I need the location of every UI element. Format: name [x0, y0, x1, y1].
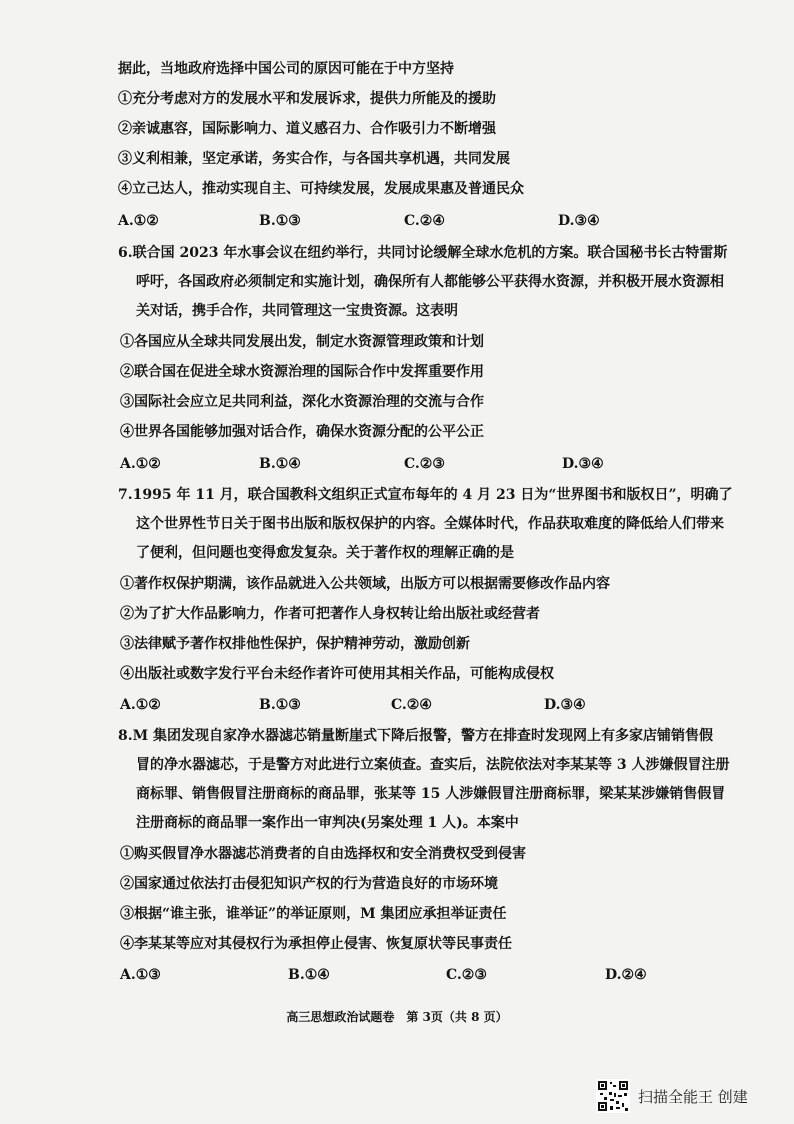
- q6-stem-line-3: 关对话，携手合作，共同管理这一宝贵资源。这表明: [136, 303, 458, 319]
- q8-option-c: C.②③: [446, 967, 487, 983]
- scanner-watermark: [596, 1076, 748, 1116]
- q8-stem-line-2: 冒的净水器滤芯，于是警方对此进行立案侦查。查实后，法院依法对李某某等 3 人涉嫌假冒注册: [136, 757, 730, 773]
- qr-code-icon: [596, 1079, 630, 1113]
- q6-option-b: B.①④: [259, 456, 301, 472]
- q8-item-3: ③根据“谁主张，谁举证”的举证原则，M 集团应承担举证责任: [120, 906, 507, 922]
- q7-option-b: B.①③: [259, 697, 301, 713]
- q6-option-d: D.③④: [562, 456, 604, 472]
- q7-item-4: ④出版社或数字发行平台未经作者许可使用其相关作品，可能构成侵权: [120, 666, 554, 682]
- q6-stem-line-2: 呼吁，各国政府必须制定和实施计划，确保所有人都能够公平获得水资源，并积极开展水资源相: [136, 274, 724, 290]
- q7-option-d: D.③④: [544, 697, 586, 713]
- q5-item-4: ④立己达人，推动实现自主、可持续发展，发展成果惠及普通民众: [118, 181, 524, 197]
- q5-item-2: ②亲诚惠容，国际影响力、道义感召力、合作吸引力不断增强: [118, 121, 496, 137]
- q8-stem-line-1: 8.M 集团发现自家净水器滤芯销量断崖式下降后报警，警方在排查时发现网上有多家店铺销售假: [118, 728, 713, 744]
- q7-item-2: ②为了扩大作品影响力，作者可把著作人身权转让给出版社或经营者: [120, 606, 540, 622]
- q5-option-a: A.①②: [118, 213, 159, 229]
- q8-option-b: B.①④: [288, 967, 330, 983]
- q7-stem-line-3: 了便利，但问题也变得愈发复杂。关于著作权的理解正确的是: [136, 545, 514, 561]
- q5-option-c: C.②④: [404, 213, 445, 229]
- q7-item-1: ①著作权保护期满，该作品就进入公共领域，出版方可以根据需要修改作品内容: [120, 576, 610, 592]
- q8-stem-line-3: 商标罪、销售假冒注册商标的商品罪，张某等 15 人涉嫌假冒注册商标罪，梁某某涉嫌销售假冒: [136, 786, 726, 802]
- q8-item-4: ④李某某等应对其侵权行为承担停止侵害、恢复原状等民事责任: [120, 936, 512, 952]
- q7-stem-line-2: 这个世界性节日关于图书出版和版权保护的内容。全媒体时代，作品获取难度的降低给人们带来: [136, 516, 724, 532]
- q5-stem: 据此，当地政府选择中国公司的原因可能在于中方坚持: [118, 61, 454, 77]
- q5-item-3: ③义利相兼，坚定承诺，务实合作，与各国共享机遇，共同发展: [118, 151, 510, 167]
- page-footer: 高三思想政治试题卷 第 3页（共 8 页）: [286, 1010, 508, 1024]
- q5-item-1: ①充分考虑对方的发展水平和发展诉求，提供力所能及的援助: [118, 91, 496, 107]
- q8-item-2: ②国家通过依法打击侵犯知识产权的行为营造良好的市场环境: [120, 876, 498, 892]
- q6-item-3: ③国际社会应立足共同利益，深化水资源治理的交流与合作: [120, 394, 484, 410]
- q7-stem-line-1: 7.1995 年 11 月，联合国教科文组织正式宣布每年的 4 月 23 日为“世界图书和版权日”，明确了: [118, 487, 733, 503]
- watermark-text: 扫描全能王 创建: [638, 1087, 748, 1106]
- q8-option-a: A.①③: [120, 967, 161, 983]
- q5-option-d: D.③④: [558, 213, 600, 229]
- q6-stem-line-1: 6.联合国 2023 年水事会议在纽约举行，共同讨论缓解全球水危机的方案。联合国秘书长古特雷斯: [118, 245, 728, 261]
- q8-option-d: D.②④: [605, 967, 647, 983]
- q7-option-a: A.①②: [120, 697, 161, 713]
- q6-item-4: ④世界各国能够加强对话合作，确保水资源分配的公平公正: [120, 424, 484, 440]
- q7-item-3: ③法律赋予著作权排他性保护，保护精神劳动，激励创新: [120, 636, 470, 652]
- q8-item-1: ①购买假冒净水器滤芯消费者的自由选择权和安全消费权受到侵害: [120, 846, 526, 862]
- q6-option-c: C.②③: [404, 456, 445, 472]
- q7-option-c: C.②④: [391, 697, 432, 713]
- q6-item-1: ①各国应从全球共同发展出发，制定水资源管理政策和计划: [120, 334, 484, 350]
- q5-option-b: B.①③: [259, 213, 301, 229]
- q6-item-2: ②联合国在促进全球水资源治理的国际合作中发挥重要作用: [120, 364, 484, 380]
- q8-stem-line-4: 注册商标的商品罪一案作出一审判决(另案处理 1 人)。本案中: [136, 815, 519, 831]
- q6-option-a: A.①②: [120, 456, 161, 472]
